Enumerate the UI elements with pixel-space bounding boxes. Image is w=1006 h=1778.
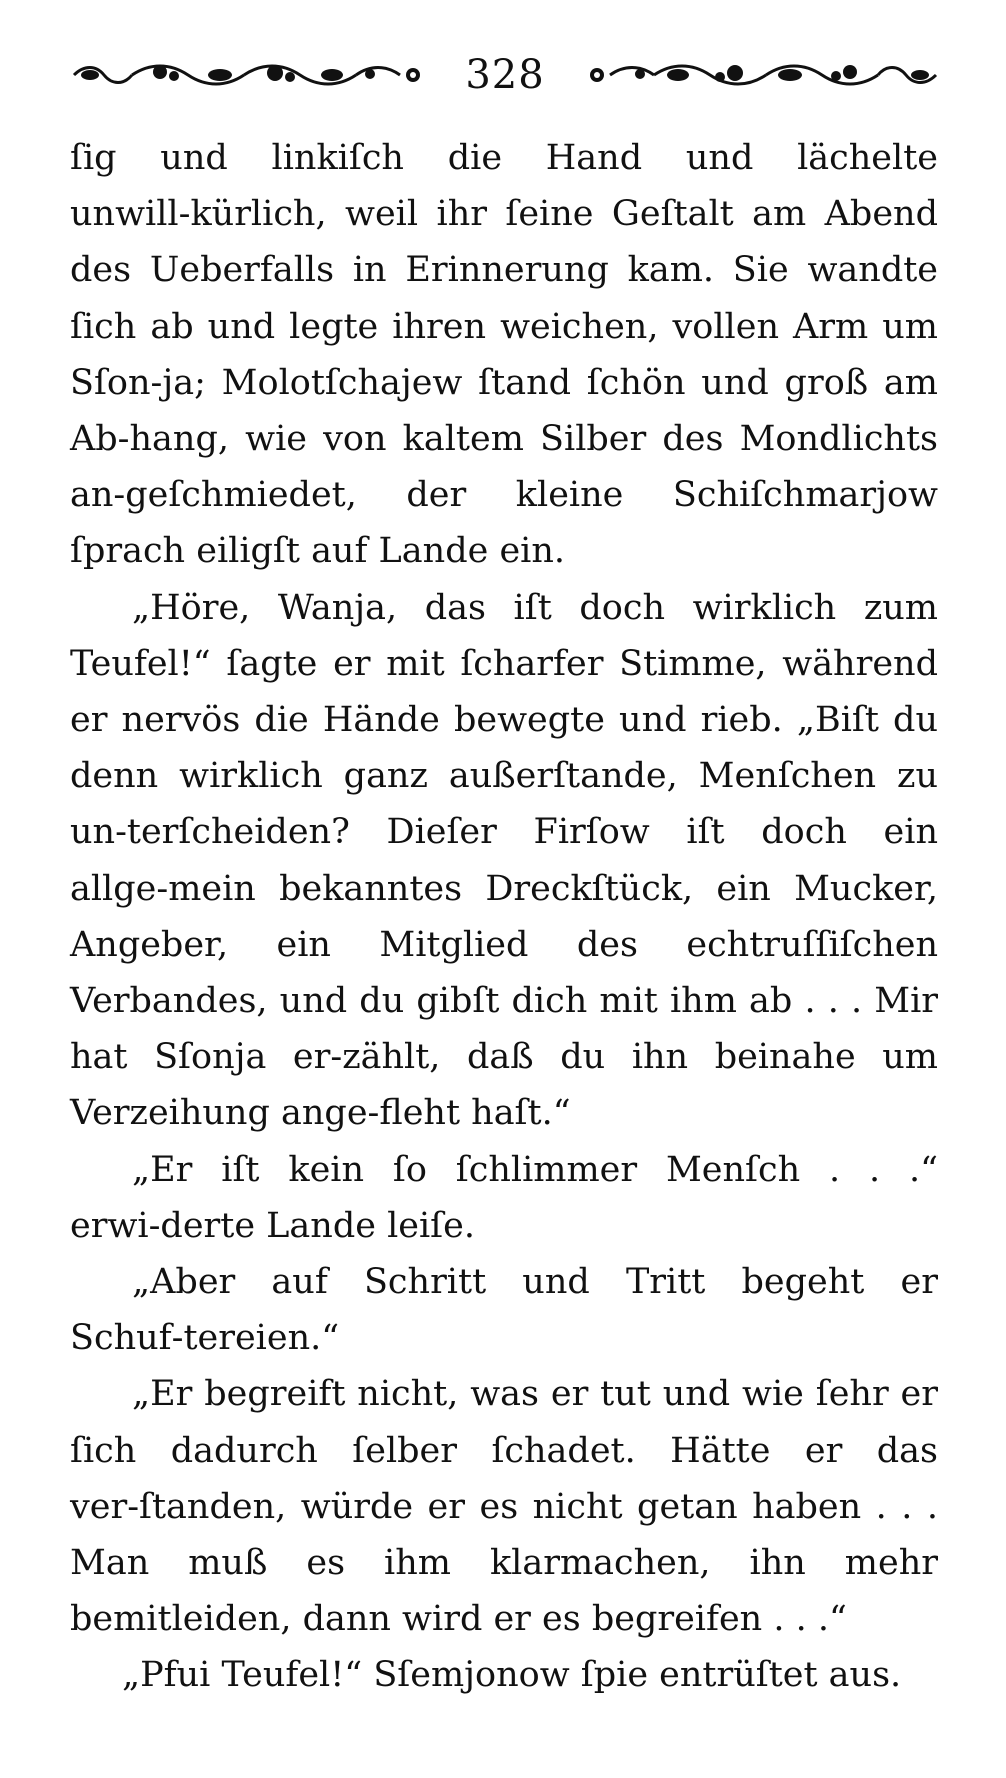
paragraph-2: „Höre, Wanja, das iſt doch wirklich zum Teufel!“ ſagte er mit ſcharfer Stimme, während er nervös die Hände bewegte und rieb. „Biſt du denn wirklich ganz außerſtande, Menſchen zu un‑terſcheiden? Dieſer Firſow iſt doch ein allge‑mein bekanntes Dreckſtück, ein Mucker, Angeber, ein Mitglied des echtruſſiſchen Verbandes, und du gibſt dich mit ihm ab . . . Mir hat Sſonja er‑zählt, daß du ihn beinahe um Verzeihung ange‑fleht haſt.“ [70, 587, 938, 1134]
page-number: 328 [465, 52, 545, 98]
paragraph-6: „Pfui Teufel!“ Sſemjonow ſpie entrüſtet aus. [122, 1655, 902, 1696]
paragraph-3: „Er iſt kein ſo ſchlimmer Menſch . . .“ erwi‑derte Lande leiſe. [70, 1149, 938, 1246]
paragraph-4: „Aber auf Schritt und Tritt begeht er Schuf‑tereien.“ [70, 1262, 938, 1359]
right-ornament-icon [585, 61, 940, 89]
page-header [70, 50, 940, 100]
body-text [70, 130, 938, 1704]
paragraph-5: „Er begreift nicht, was er tut und wie ſehr er ſich dadurch ſelber ſchadet. Hätte er das ver‑ſtanden, würde er es nicht getan haben . . . Man muß es ihm klarmachen, ihn mehr bemitleiden, dann wird er es begreifen . . .“ [70, 1374, 938, 1640]
left-ornament-icon [70, 61, 425, 89]
paragraph-1: ſig und linkiſch die Hand und lächelte unwill‑kürlich, weil ihr ſeine Geſtalt am Abend des Ueberfalls in Erinnerung kam. Sie wandte ſich ab und legte ihren weichen, vollen Arm um Sſon‑ja; Molotſchajew ſtand ſchön und groß am Ab‑hang, wie von kaltem Silber des Mondlichts an‑geſchmiedet, der kleine Schiſchmarjow ſprach eiligſt auf Lande ein. [70, 138, 938, 572]
